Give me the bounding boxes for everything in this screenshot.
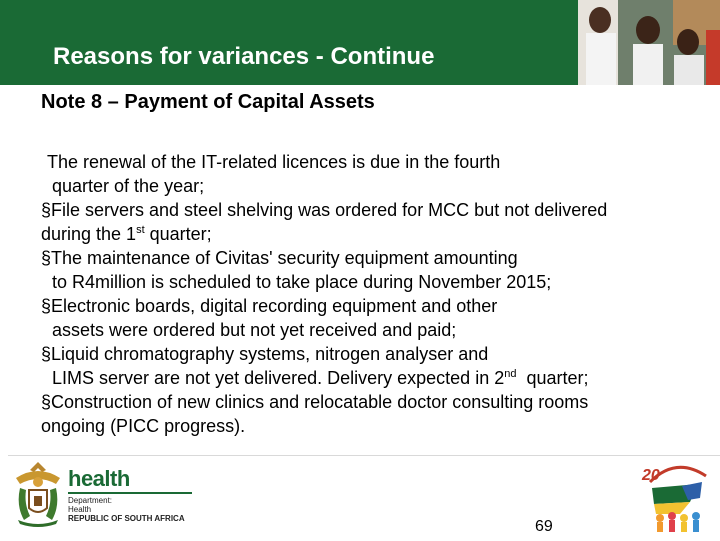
text-line: §Construction of new clinics and relocatable doctor consulting rooms — [41, 392, 589, 412]
ordinal-suffix: nd — [504, 368, 517, 380]
variance-text — [41, 150, 701, 438]
text-line: §Electronic boards, digital recording equipment and other — [41, 296, 498, 316]
text-line: §Liquid chromatography systems, nitrogen analyser and — [41, 344, 489, 364]
text-line: §The maintenance of Civitas' security equipment amounting — [41, 248, 518, 268]
department-name — [68, 496, 185, 523]
twenty-years-logo-icon — [636, 458, 716, 536]
text-line: to R4million is scheduled to take place during November 2015; — [52, 272, 552, 292]
page-number: 69 — [535, 518, 553, 535]
header-bar — [0, 0, 720, 85]
text-line: §File servers and steel shelving was ordered for MCC but not delivered — [41, 200, 608, 220]
dept-line: Health — [68, 505, 92, 514]
text-line — [41, 222, 701, 246]
header-photo — [578, 0, 720, 85]
text-segment: LIMS server are not yet delivered. Delivery expected in 2 — [52, 368, 505, 388]
text-line: The renewal of the IT-related licences is due in the fourth — [47, 152, 501, 172]
ordinal-suffix: st — [136, 224, 145, 236]
health-logo-text: health — [68, 466, 130, 491]
coat-of-arms-icon — [10, 458, 66, 530]
text-segment: during the 1 — [41, 224, 137, 244]
text-line — [41, 366, 701, 390]
dept-line: REPUBLIC OF SOUTH AFRICA — [68, 514, 185, 523]
text-line: assets were ordered but not yet received and paid; — [52, 320, 457, 340]
anniversary-number: 20 — [642, 467, 660, 484]
logo-rule — [68, 492, 192, 494]
text-segment: quarter; — [516, 368, 589, 388]
text-line: ongoing (PICC progress). — [41, 416, 246, 436]
text-line: quarter of the year; — [52, 176, 205, 196]
slide-title: Reasons for variances - Continue — [53, 43, 435, 70]
text-segment: quarter; — [144, 224, 212, 244]
dept-line: Department: — [68, 496, 113, 505]
note-heading: Note 8 – Payment of Capital Assets — [41, 91, 375, 113]
footer-divider — [8, 455, 720, 456]
